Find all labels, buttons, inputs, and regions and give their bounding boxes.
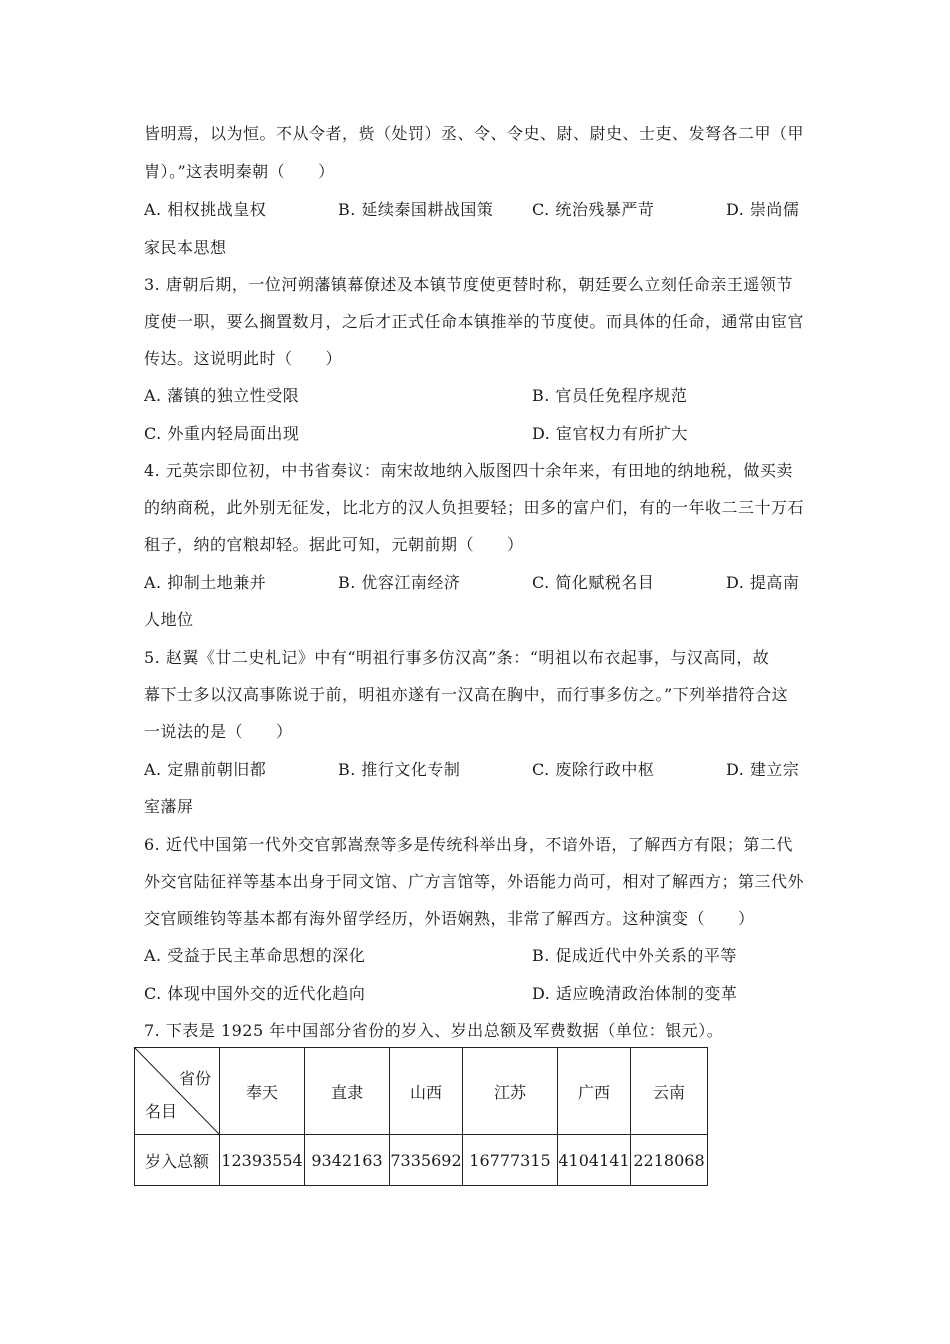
q4-option-d-wrap: 人地位	[144, 610, 194, 629]
row-label: 岁入总额	[135, 1135, 220, 1186]
table-cell: 12393554	[220, 1135, 305, 1186]
header-province: 直隶	[305, 1048, 390, 1135]
q5-option-d[interactable]: D. 建立宗	[726, 760, 800, 779]
header-province: 广西	[558, 1048, 631, 1135]
corner-header-province: 省份	[178, 1069, 211, 1088]
corner-header-item: 名目	[145, 1102, 178, 1121]
q7-data-table	[134, 1047, 708, 1186]
q2-option-d[interactable]: D. 崇尚儒	[726, 200, 800, 219]
q3-line-1: 3. 唐朝后期，一位河朔藩镇幕僚述及本镇节度使更替时称，朝廷要么立刻任命亲王遥领节	[144, 275, 793, 294]
q3-line-3: 传达。这说明此时（ ）	[144, 349, 343, 368]
q6-option-c[interactable]: C. 体现中国外交的近代化趋向	[144, 984, 366, 1003]
table-cell: 2218068	[631, 1135, 708, 1186]
q2-option-c[interactable]: C. 统治残暴严苛	[532, 200, 655, 219]
header-province: 云南	[631, 1048, 708, 1135]
table-cell: 16777315	[463, 1135, 558, 1186]
header-province: 奉天	[220, 1048, 305, 1135]
q5-line-2: 幕下士多以汉高事陈说于前，明祖亦遂有一汉高在胸中，而行事多仿之。”下列举措符合这	[144, 685, 789, 704]
q3-option-d[interactable]: D. 宦官权力有所扩大	[532, 424, 688, 443]
q4-line-3: 租子，纳的官粮却轻。据此可知，元朝前期（ ）	[144, 535, 524, 554]
table-row	[135, 1135, 708, 1186]
q5-option-c[interactable]: C. 废除行政中枢	[532, 760, 655, 779]
table-cell: 7335692	[390, 1135, 463, 1186]
q3-option-b[interactable]: B. 官员任免程序规范	[532, 386, 688, 405]
q4-option-b[interactable]: B. 优容江南经济	[338, 573, 461, 592]
q4-line-2: 的纳商税，此外别无征发，比北方的汉人负担要轻；田多的富户们，有的一年收二三十万石	[144, 498, 805, 517]
q5-line-1: 5. 赵翼《廿二史札记》中有“明祖行事多仿汉高”条：“明祖以布衣起事，与汉高同，故	[144, 648, 770, 667]
q2-option-d-wrap: 家民本思想	[144, 238, 227, 257]
q6-option-b[interactable]: B. 促成近代中外关系的平等	[532, 946, 737, 965]
q4-option-d[interactable]: D. 提高南	[726, 573, 800, 592]
q4-option-c[interactable]: C. 简化赋税名目	[532, 573, 655, 592]
q4-option-a[interactable]: A. 抑制土地兼并	[144, 573, 267, 592]
q5-option-b[interactable]: B. 推行文化专制	[338, 760, 461, 779]
q2-option-a[interactable]: A. 相权挑战皇权	[144, 200, 267, 219]
q5-option-d-wrap: 室藩屏	[144, 797, 194, 816]
q2-line-1: 皆明焉，以为恒。不从令者，赀（处罚）丞、令、令史、尉、尉史、士吏、发弩各二甲（甲	[144, 124, 805, 143]
header-province: 山西	[390, 1048, 463, 1135]
q6-option-d[interactable]: D. 适应晚清政治体制的变革	[532, 984, 738, 1003]
q3-line-2: 度使一职，要么搁置数月，之后才正式任命本镇推举的节度使。而具体的任命，通常由宦官	[144, 312, 805, 331]
table-cell: 9342163	[305, 1135, 390, 1186]
q6-line-3: 交官顾维钧等基本都有海外留学经历，外语娴熟，非常了解西方。这种演变（ ）	[144, 909, 755, 928]
q6-line-2: 外交官陆征祥等基本出身于同文馆、广方言馆等，外语能力尚可，相对了解西方；第三代外	[144, 872, 805, 891]
q5-line-3: 一说法的是（ ）	[144, 722, 293, 741]
q3-option-a[interactable]: A. 藩镇的独立性受限	[144, 386, 300, 405]
q6-option-a[interactable]: A. 受益于民主革命思想的深化	[144, 946, 366, 965]
q2-option-b[interactable]: B. 延续秦国耕战国策	[338, 200, 494, 219]
q6-line-1: 6. 近代中国第一代外交官郭嵩焘等多是传统科举出身，不谙外语，了解西方有限；第二代	[144, 835, 793, 854]
q5-option-a[interactable]: A. 定鼎前朝旧都	[144, 760, 267, 779]
q7-line-1: 7. 下表是 1925 年中国部分省份的岁入、岁出总额及军费数据（单位：银元）。	[144, 1021, 724, 1040]
q2-line-2: 胄）。”这表明秦朝（ ）	[144, 162, 335, 181]
header-province: 江苏	[463, 1048, 558, 1135]
table-cell: 4104141	[558, 1135, 631, 1186]
table-corner-cell	[135, 1048, 220, 1135]
q4-line-1: 4. 元英宗即位初，中书省奏议：南宋故地纳入版图四十余年来，有田地的纳地税，做买卖	[144, 461, 793, 480]
q3-option-c[interactable]: C. 外重内轻局面出现	[144, 424, 300, 443]
